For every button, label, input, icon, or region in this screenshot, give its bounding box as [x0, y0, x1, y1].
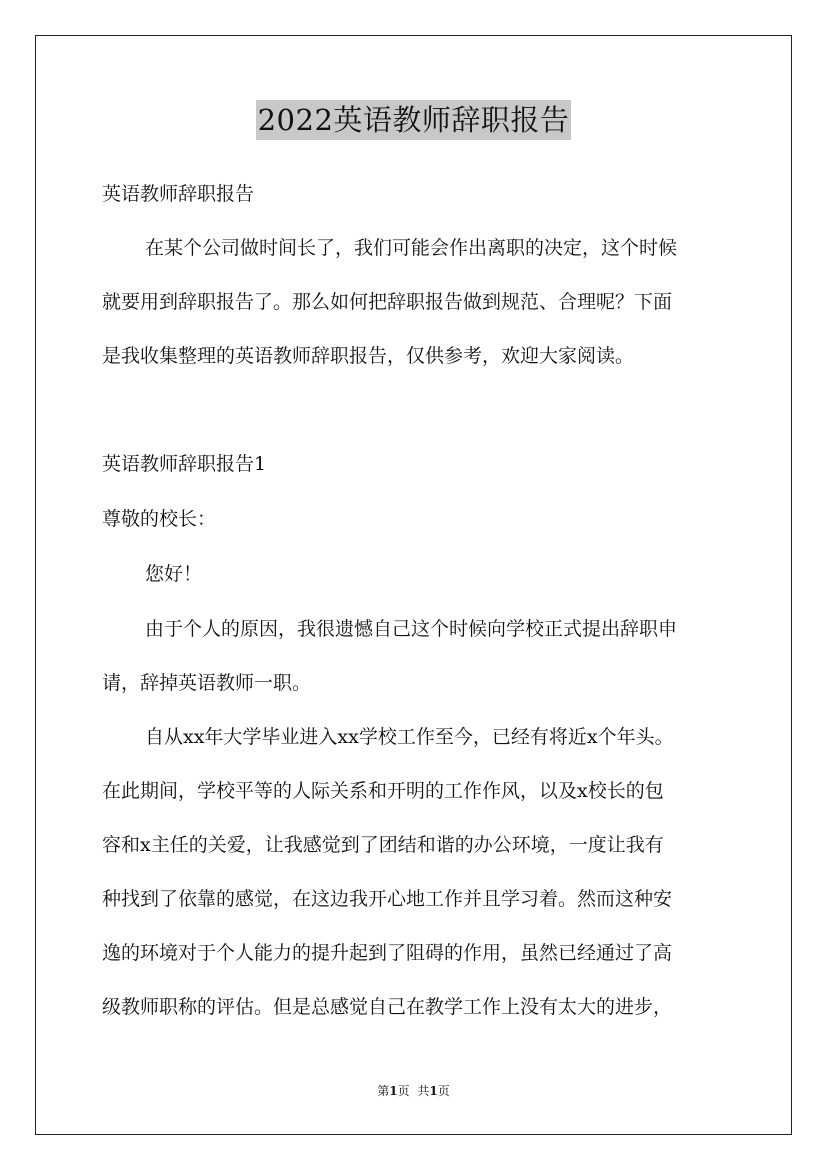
para2-line-5: 逸的环境对于个人能力的提升起到了阻碍的作用，虽然已经通过了高 [102, 942, 673, 964]
para1-line-2: 请，辞掉英语教师一职。 [102, 672, 312, 694]
page-footer [0, 1083, 827, 1099]
footer-total-number: 1 [429, 1084, 438, 1098]
greeting: 您好！ [145, 563, 203, 585]
footer-page-suffix: 页 [397, 1084, 410, 1098]
title-block [0, 100, 827, 140]
intro-line-1: 在某个公司做时间长了，我们可能会作出离职的决定，这个时候 [145, 237, 678, 259]
para2-line-6: 级教师职称的评估。但是总感觉自己在教学工作上没有太大的进步， [102, 996, 673, 1018]
subtitle: 英语教师辞职报告 [102, 183, 255, 205]
document-title: 2022英语教师辞职报告 [256, 100, 572, 140]
para2-line-2: 在此期间，学校平等的人际关系和开明的工作作风，以及x校长的包 [102, 780, 664, 802]
salutation: 尊敬的校长： [102, 508, 217, 530]
footer-page-prefix: 第 [377, 1084, 390, 1098]
para2-line-4: 种找到了依靠的感觉，在这边我开心地工作并且学习着。然而这种安 [102, 888, 673, 910]
intro-line-3: 是我收集整理的英语教师辞职报告，仅供参考，欢迎大家阅读。 [102, 345, 635, 367]
footer-total-suffix: 页 [437, 1084, 450, 1098]
section-heading: 英语教师辞职报告1 [102, 453, 267, 475]
intro-line-2: 就要用到辞职报告了。那么如何把辞职报告做到规范、合理呢？下面 [102, 291, 673, 313]
footer-page-number: 1 [389, 1084, 398, 1098]
para1-line-1: 由于个人的原因，我很遗憾自己这个时候向学校正式提出辞职申 [145, 618, 678, 640]
footer-total-prefix: 共 [417, 1084, 430, 1098]
para2-line-3: 容和x主任的关爱，让我感觉到了团结和谐的办公环境，一度让我有 [102, 834, 664, 856]
para2-line-1: 自从xx年大学毕业进入xx学校工作至今，已经有将近x个年头。 [145, 726, 674, 748]
